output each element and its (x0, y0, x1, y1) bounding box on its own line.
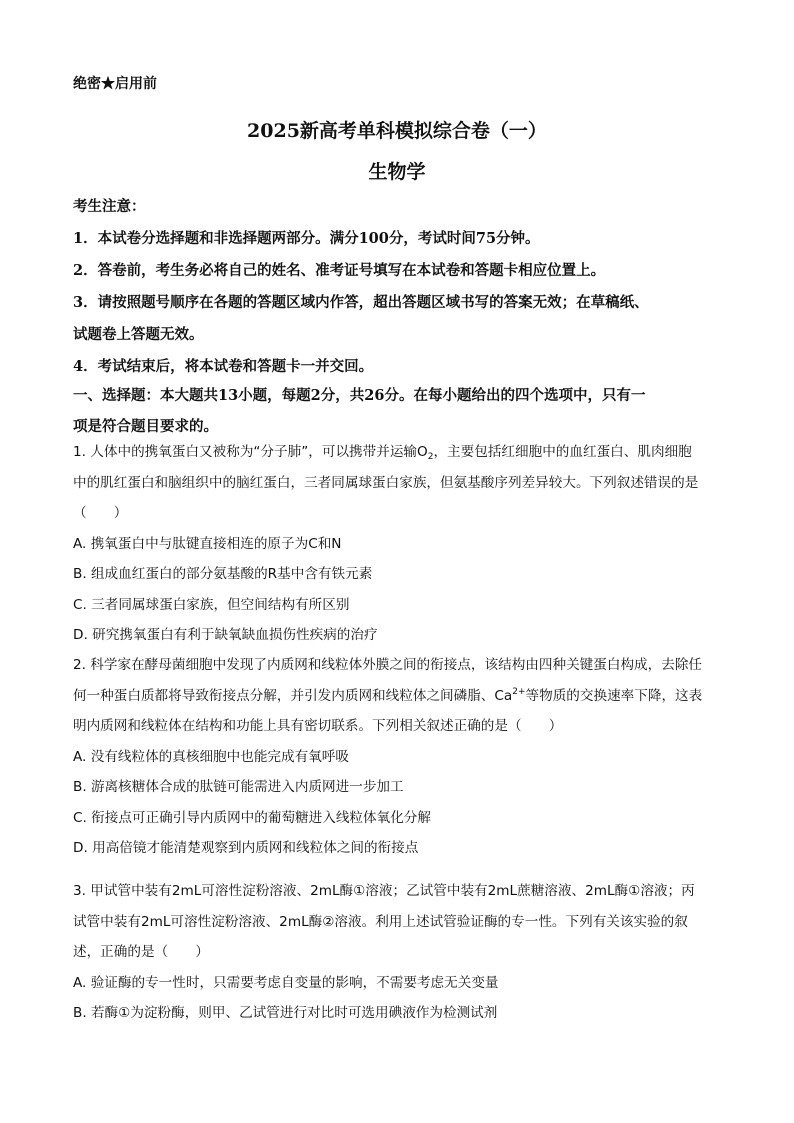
option-b: B. 组成血红蛋白的部分氨基酸的R基中含有铁元素 (73, 566, 373, 582)
exam-title: 2025新高考单科模拟综合卷（一） (247, 120, 547, 142)
question-stem-line: 试管中装有2mL可溶性淀粉溶液、2mL酶②溶液。利用上述试管验证酶的专一性。下列有关该实验的叙 (73, 913, 688, 930)
option-a: A. 没有线粒体的真核细胞中也能完成有氧呼吸 (73, 748, 349, 765)
option-d: D. 用高倍镜才能清楚观察到内质网和线粒体之间的衔接点 (73, 840, 419, 856)
question-stem-line: 2. 科学家在酵母菌细胞中发现了内质网和线粒体外膜之间的衔接点，该结构由四种关键蛋白构成，去除任 (73, 657, 703, 673)
section-heading (73, 380, 723, 442)
question-stem-line: 1. 人体中的携氧蛋白又被称为“分子肺”，可以携带并运输$O_2$，主要包括红细胞中的血红蛋白、肌肉细胞 (73, 444, 692, 462)
notice-heading: 考生注意： (73, 198, 146, 215)
section-heading-line: 一、选择题：本大题共13小题，每题2分，共26分。在每小题给出的四个选项中，只有一 (73, 387, 646, 404)
question-2 (73, 650, 723, 864)
question-stem-line: 明内质网和线粒体在结构和功能上具有密切联系。下列相关叙述正确的是（ ） (73, 718, 563, 734)
question-stem-line: 中的肌红蛋白和脑组织中的脑红蛋白，三者同属球蛋白家族，但氨基酸序列差异较大。下列叙述错误的是 (73, 474, 699, 491)
option-c: C. 衔接点可正确引导内质网中的葡萄糖进入线粒体氧化分解 (73, 809, 431, 826)
option-d: D. 研究携氧蛋白有利于缺氧缺血损伤性疾病的治疗 (73, 627, 378, 643)
question-3 (73, 876, 723, 1029)
option-b: B. 游离核糖体合成的肽链可能需进入内质网进一步加工 (73, 779, 404, 795)
option-a: A. 验证酶的专一性时，只需要考虑自变量的影响，不需要考虑无关变量 (73, 974, 499, 991)
option-b: B. 若酶①为淀粉酶，则甲、乙试管进行对比时可选用碘液作为检测试剂 (73, 1005, 498, 1021)
notice-item: 4．考试结束后，将本试卷和答题卡一并交回。 (73, 358, 374, 375)
candidate-notice (73, 191, 723, 383)
subject-title: 生物学 (368, 161, 426, 183)
question-1 (73, 437, 723, 651)
subscript: 2 (427, 452, 434, 462)
question-stem-line: 述，正确的是（ ） (73, 944, 209, 960)
notice-item: 试题卷上答题无效。 (73, 326, 204, 343)
confidential-label: 绝密★启用前 (73, 76, 157, 92)
notice-item: 1．本试卷分选择题和非选择题两部分。满分100分，考试时间75分钟。 (73, 230, 540, 247)
option-c: C. 三者同属球蛋白家族，但空间结构有所区别 (73, 596, 350, 613)
question-stem-line: 3. 甲试管中装有2mL可溶性淀粉溶液、2mL酶①溶液；乙试管中装有2mL蔗糖溶液、2mL酶①溶液；丙 (73, 883, 695, 899)
notice-item: 3．请按照题号顺序在各题的答题区域内作答，超出答题区域书写的答案无效；在草稿纸、 (73, 294, 649, 311)
section-heading-line: 项是符合题目要求的。 (73, 418, 218, 435)
notice-item: 2．答卷前，考生务必将自己的姓名、准考证号填写在本试卷和答题卡相应位置上。 (73, 262, 606, 279)
answer-blank: （ ） (73, 505, 128, 521)
option-a: A. 携氧蛋白中与肽键直接相连的原子为C和N (73, 535, 342, 552)
superscript: 2+ (512, 686, 526, 697)
question-stem-line: 何一种蛋白质都将导致衔接点分解，并引发内质网和线粒体之间磷脂、$Ca^{2+}$等物质的交换速率下降，这表 (73, 686, 703, 704)
